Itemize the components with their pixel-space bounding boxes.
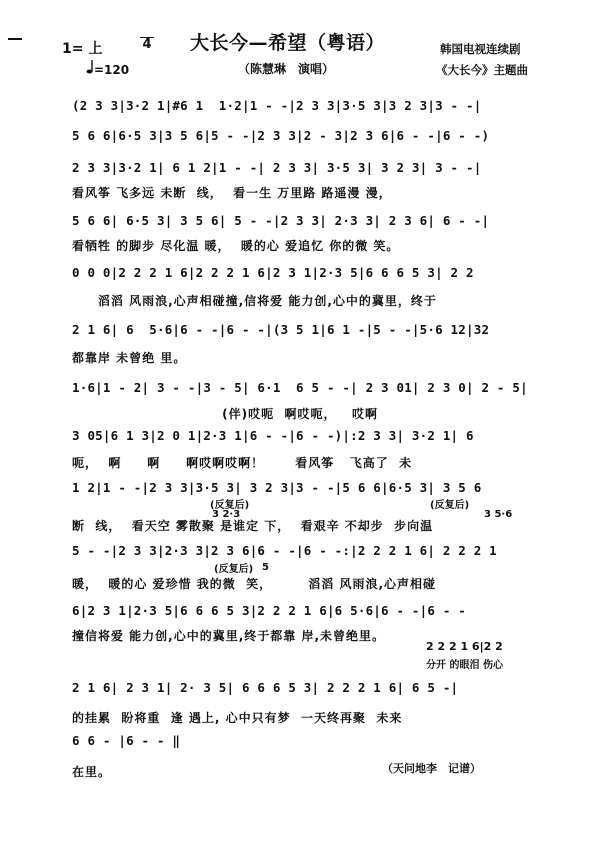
tempo-value: =120: [94, 63, 130, 77]
notation-line: 5 - -|2 3 3|2·3 3|2 3 6|6 - -|6 - -:|2 2 2 1 6| 2 2 2 1: [72, 543, 497, 558]
time-signature-top: [140, 24, 154, 38]
lyric-line: 看风筝 飞多远 未断 线， 看一生 万里路 路遥漫 漫，: [72, 186, 392, 200]
song-title: 大长今—希望（粤语）: [190, 32, 386, 54]
repeat-label-1: (反复后): [210, 500, 250, 511]
lyric-line: 的挂累 盼将重 逢 遇上, 心中只有梦 一天终再聚 未来: [72, 711, 403, 725]
ending-notes: 2 2 2 1 6|2 2: [426, 640, 503, 653]
notation-line: 2 3 3|3·2 1| 6 1 2|1 - -| 2 3 3| 3·5 3| 3 2 3| 3 - -|: [72, 160, 482, 175]
notation-line: 1 2|1 - -|2 3 3|3·5 3| 3 2 3|3 - -|5 6 6|6·5 3| 3 5 6: [72, 480, 482, 495]
margin-mark: [8, 38, 22, 40]
tempo-marking: [86, 60, 129, 77]
repeat-label-2: (反复后): [430, 500, 470, 511]
lyric-line: 都靠岸 未曾绝 里。: [72, 351, 187, 365]
key-signature: 1= 上: [62, 41, 103, 57]
repeat-alt-notes-1: 3 2·3: [212, 509, 241, 520]
notation-line: 5 6 6| 6·5 3| 3 5 6| 5 - -|2 3 3| 2·3 3| 2 3 6| 6 - -|: [72, 213, 490, 228]
source-line-1: 韩国电视连续剧: [440, 42, 521, 56]
notation-line: 2 1 6| 2 3 1| 2· 3 5| 6 6 6 5 3| 2 2 2 1 6| 6 5 -|: [72, 680, 459, 695]
lyric-line: 看牺牲 的脚步 尽化温 暖， 暖的心 爱追忆 你的微 笑。: [72, 239, 400, 253]
time-signature-bottom: 4: [142, 37, 152, 52]
lyric-line: 暖， 暖的心 爱珍惜 我的微 笑， 滔滔 风雨浪,心声相碰: [72, 577, 437, 591]
lyric-line: 呃， 啊 啊 啊哎啊哎啊！ 看风筝 飞高了 未: [72, 456, 413, 470]
source-line-2: 《大长今》主题曲: [436, 63, 528, 77]
transcriber-credit: （天问地李 记谱）: [382, 762, 481, 775]
lyric-line: (伴)哎呃 啊哎呃， 哎啊: [72, 407, 379, 421]
lyric-line: 在里。: [72, 765, 112, 779]
quarter-note-icon: [86, 60, 94, 77]
notation-line: 5 6 6|6·5 3|3 5 6|5 - -|2 3 3|2 - 3|2 3 6|6 - -|6 - -): [72, 128, 490, 143]
time-signature: [140, 24, 154, 52]
repeat-label-3: (反复后): [214, 564, 254, 575]
singer-credit: （陈慧琳 演唱）: [238, 62, 335, 76]
notation-line: 6 6 - |6 - - ‖: [72, 733, 181, 748]
repeat-alt-notes-2: 3 5·6: [484, 509, 513, 520]
notation-line: 0 0 0|2 2 2 1 6|2 2 2 1 6|2 3 1|2·3 5|6 6 6 5 3| 2 2: [72, 265, 474, 280]
ending-lyrics: 分开 的眼泪 伤心: [426, 660, 503, 671]
repeat-alt-notes-3: 5: [262, 562, 269, 573]
lyric-line: 断 线， 看天空 雾散聚 是谁定 下， 看艰辛 不却步 步向温: [72, 519, 434, 533]
notation-line: (2 3 3|3·2 1|#6 1 1·2|1 - -|2 3 3|3·5 3|3 2 3|3 - -|: [72, 98, 482, 113]
notation-line: 6|2 3 1|2·3 5|6 6 6 5 3|2 2 2 1 6|6 5·6|6 - -|6 - -: [72, 603, 467, 618]
notation-line: 3 05|6 1 3|2 0 1|2·3 1|6 - -|6 - -)|:2 3 3| 3·2 1| 6: [72, 428, 474, 443]
notation-line: 2 1 6| 6 5·6|6 - -|6 - -|(3 5 1|6 1 -|5 - -|5·6 12|32: [72, 322, 490, 337]
lyric-line: 撞信将爱 能力创,心中的冀里,终于都靠 岸,未曾绝里。: [72, 629, 386, 643]
lyric-line: 滔滔 风雨浪,心声相碰撞,信将爱 能力创,心中的冀里，终于: [72, 294, 437, 308]
notation-line: 1·6|1 - 2| 3 - -|3 - 5| 6·1 6 5 - -| 2 3 01| 2 3 0| 2 - 5|: [72, 380, 528, 395]
